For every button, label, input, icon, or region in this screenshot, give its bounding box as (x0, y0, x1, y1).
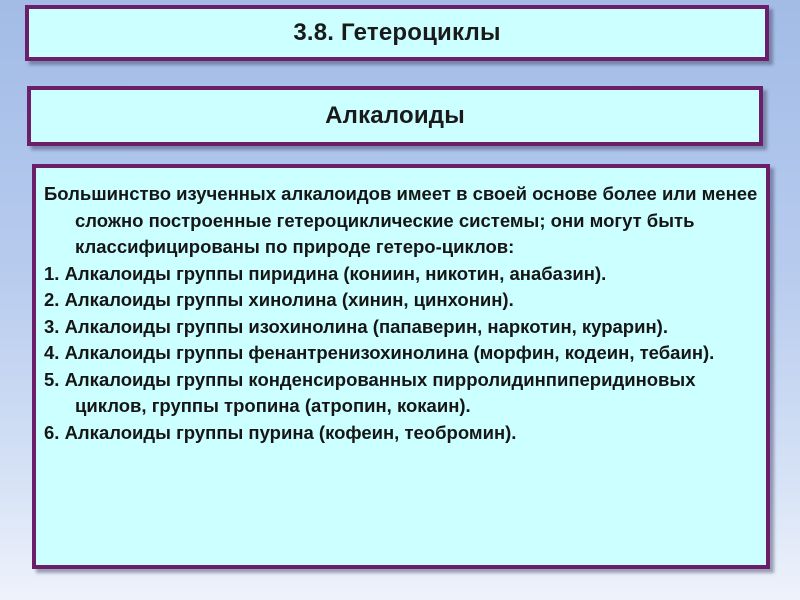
list-item-tropane: 5. Алкалоиды группы конденсированных пирролидинпиперидиновых циклов, группы тропина (атропин, кокаин). (44, 368, 696, 416)
list-item-pyridine: 1. Алкалоиды группы пиридина (кониин, никотин, анабазин). (44, 262, 607, 284)
list-item-purine: 6. Алкалоиды группы пурина (кофеин, теобромин). (44, 421, 517, 443)
slide-subtitle: Алкалоиды (325, 102, 465, 129)
list-item-quinoline: 2. Алкалоиды группы хинолина (хинин, цинхонин). (44, 289, 514, 310)
list-item-isoquinoline: 3. Алкалоиды группы изохинолина (папаверин, наркотин, курарин). (44, 315, 668, 337)
title-box (25, 5, 769, 61)
intro-paragraph: Большинство изученных алкалоидов имеет в своей основе более или менее сложно построенные гетероциклические системы; они могут быть классифицированы по природе гетеро-циклов: (44, 183, 758, 257)
slide-title: 3.8. Гетероциклы (293, 19, 501, 46)
content-box (32, 164, 770, 569)
subtitle-box (27, 86, 763, 146)
list-item-phenanthrene-isoquinoline: 4. Алкалоиды группы фенантренизохинолина (морфин, кодеин, тебаин). (44, 342, 715, 363)
